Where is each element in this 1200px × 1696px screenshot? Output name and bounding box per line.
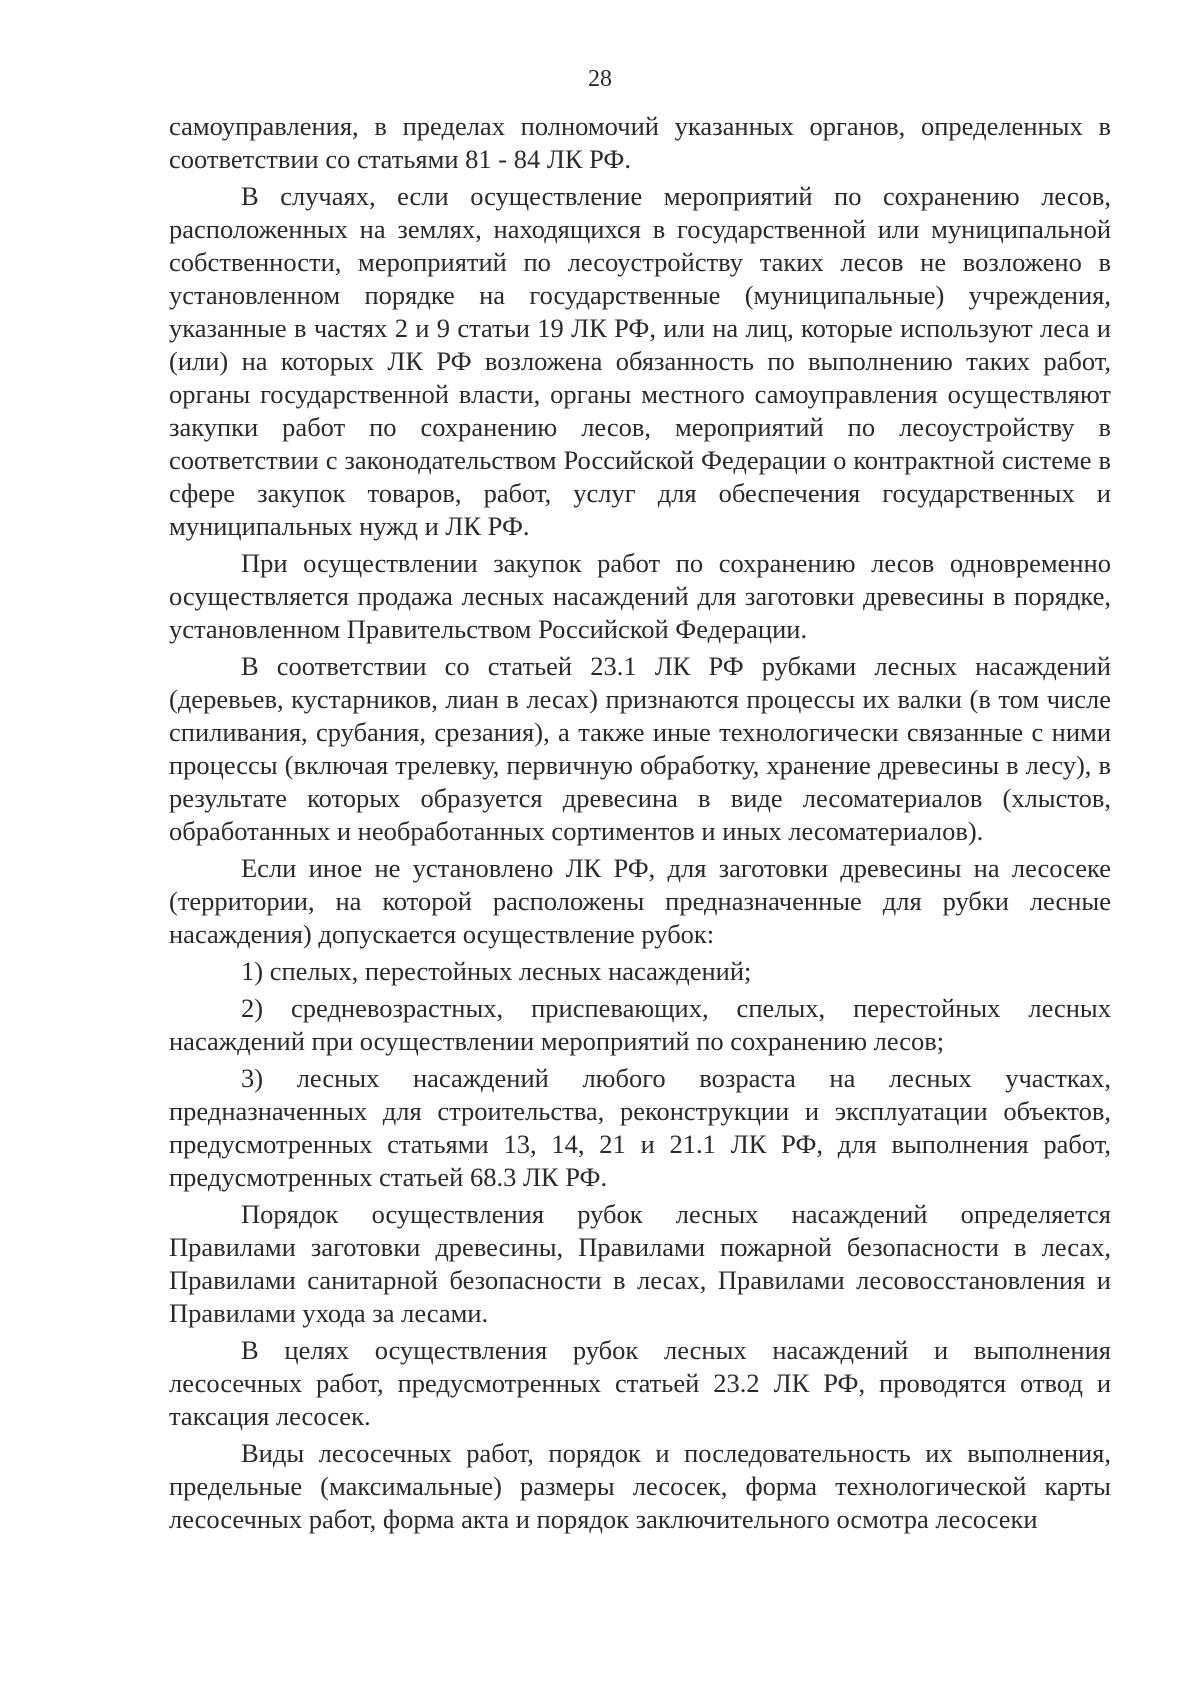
paragraph-cutting-area-allocation: В целях осуществления рубок лесных насаждений и выполнения лесосечных работ, предусмотренных статьей 23.2 ЛК РФ, проводятся отвод и таксация лесосек. bbox=[169, 1335, 1111, 1431]
paragraph-allowed-logging: Если иное не установлено ЛК РФ, для заготовки древесины на лесосеке (территории, на которой расположены предназначенные для рубки лесные насаждения) допускается осуществление рубок: bbox=[169, 853, 1111, 949]
paragraph-cutting-works-types: Виды лесосечных работ, порядок и последовательность их выполнения, предельные (максимальные) размеры лесосек, форма технологической карты лесосечных работ, форма акта и порядок заключительного осмотра лесосеки bbox=[169, 1438, 1111, 1534]
page-number: 28 bbox=[588, 66, 612, 92]
list-item-2: 2) средневозрастных, приспевающих, спелых, перестойных лесных насаждений при осуществлении мероприятий по сохранению лесов; bbox=[169, 993, 1111, 1056]
list-item-3: 3) лесных насаждений любого возраста на лесных участках, предназначенных для строительства, реконструкции и эксплуатации объектов, предусмотренных статьями 13, 14, 21 и 21.1 ЛК РФ, для выполнения работ, предусмотренных статьей 68.3 ЛК РФ. bbox=[169, 1063, 1111, 1192]
paragraph-continuation: самоуправления, в пределах полномочий указанных органов, определенных в соответствии со статьями 81 - 84 ЛК РФ. bbox=[169, 111, 1111, 174]
paragraph-logging-rules: Порядок осуществления рубок лесных насаждений определяется Правилами заготовки древесины, Правилами пожарной безопасности в лесах, Правилами санитарной безопасности в лесах, Правилами лесовосстановления и Правилами ухода за лесами. bbox=[169, 1199, 1111, 1328]
paragraph-logging-definition: В соответствии со статьей 23.1 ЛК РФ рубками лесных насаждений (деревьев, кустарников, лиан в лесах) признаются процессы их валки (в том числе спиливания, срубания, срезания), а также иные технологически связанные с ними процессы (включая трелевку, первичную обработку, хранение древесины в лесу), в результате которых образуется древесина в виде лесоматериалов (хлыстов, обработанных и необработанных сортиментов и иных лесоматериалов). bbox=[169, 651, 1111, 846]
document-body bbox=[169, 110, 1111, 1536]
paragraph-procurement: В случаях, если осуществление мероприятий по сохранению лесов, расположенных на землях, находящихся в государственной или муниципальной собственности, мероприятий по лесоустройству таких лесов не возложено в установленном порядке на государственные (муниципальные) учреждения, указанные в частях 2 и 9 статьи 19 ЛК РФ, или на лиц, которые используют леса и (или) на которых ЛК РФ возложена обязанность по выполнению таких работ, органы государственной власти, органы местного самоуправления осуществляют закупки работ по сохранению лесов, мероприятий по лесоустройству в соответствии с законодательством Российской Федерации о контрактной системе в сфере закупок товаров, работ, услуг для обеспечения государственных и муниципальных нужд и ЛК РФ. bbox=[169, 181, 1111, 541]
list-item-1: 1) спелых, перестойных лесных насаждений; bbox=[241, 956, 752, 986]
paragraph-timber-sale: При осуществлении закупок работ по сохранению лесов одновременно осуществляется продажа лесных насаждений для заготовки древесины в порядке, установленном Правительством Российской Федерации. bbox=[169, 548, 1111, 644]
